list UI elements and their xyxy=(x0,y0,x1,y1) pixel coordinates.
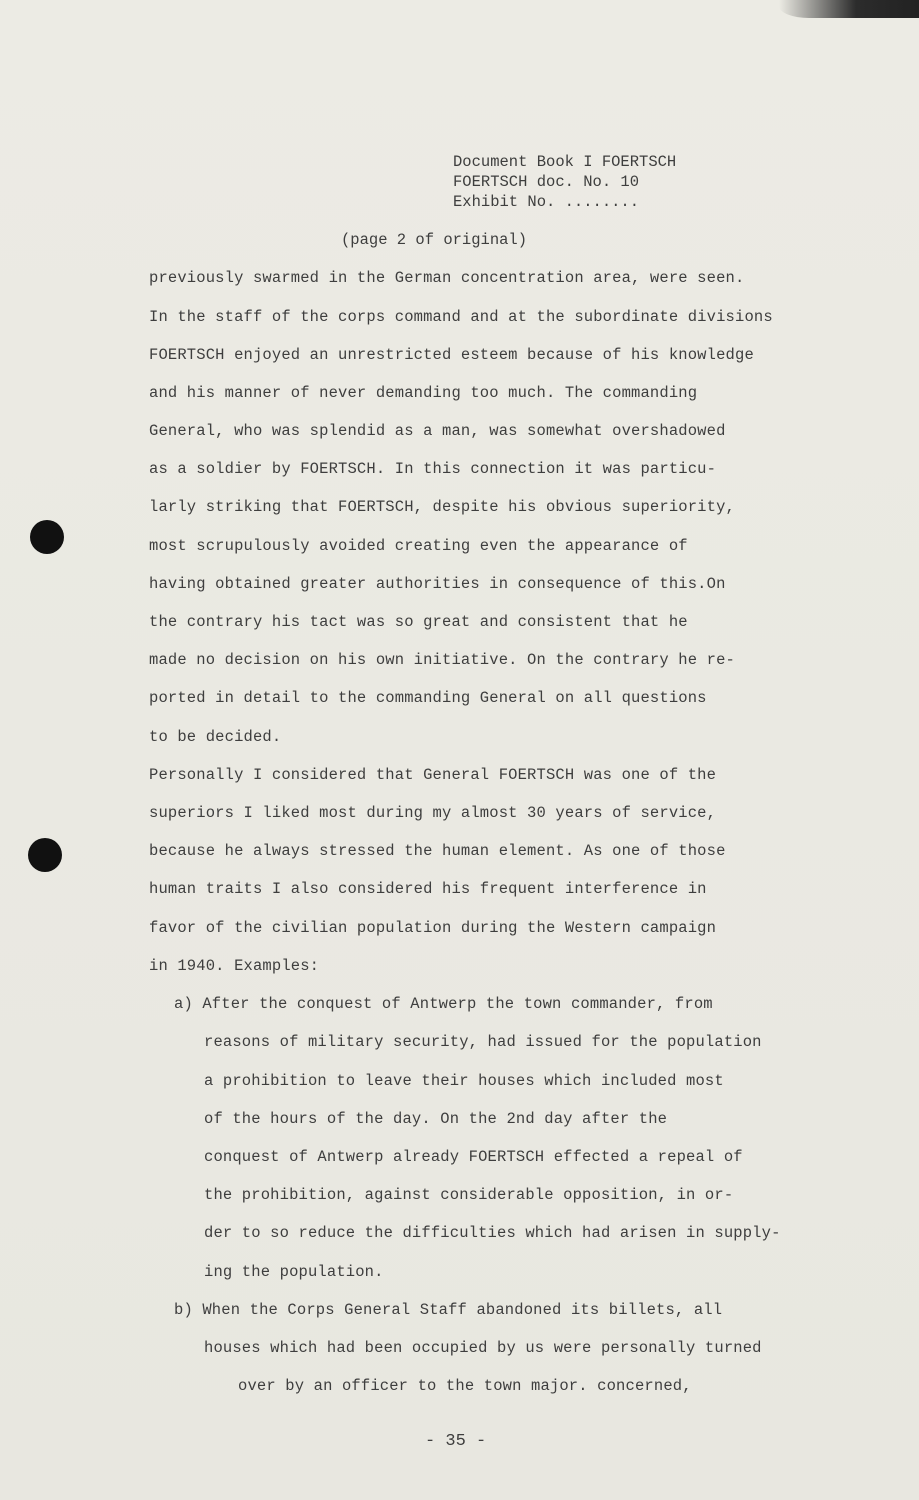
body-line: previously swarmed in the German concentration area, were seen. xyxy=(149,269,745,287)
body-line: human traits I also considered his frequent interference in xyxy=(149,880,707,898)
example-a-line: the prohibition, against considerable opposition, in or- xyxy=(204,1186,734,1204)
body-line: Personally I considered that General FOERTSCH was one of the xyxy=(149,766,717,784)
body-line: the contrary his tact was so great and consistent that he xyxy=(149,613,688,631)
body-line: in 1940. Examples: xyxy=(149,957,320,975)
example-b-line: over by an officer to the town major. concerned, xyxy=(238,1377,692,1395)
body-line: because he always stressed the human element. As one of those xyxy=(149,842,726,860)
body-line: most scrupulously avoided creating even the appearance of xyxy=(149,537,688,555)
example-a-line: a prohibition to leave their houses which included most xyxy=(204,1072,724,1090)
body-line: as a soldier by FOERTSCH. In this connection it was particu- xyxy=(149,460,717,478)
body-line: superiors I liked most during my almost 30 years of service, xyxy=(149,804,717,822)
scan-edge-mark xyxy=(779,0,919,18)
header-document-book: Document Book I FOERTSCH xyxy=(453,153,677,171)
page-reference: (page 2 of original) xyxy=(341,231,528,249)
body-line: In the staff of the corps command and at the subordinate divisions xyxy=(149,308,773,326)
body-line: favor of the civilian population during the Western campaign xyxy=(149,919,717,937)
body-line: General, who was splendid as a man, was somewhat overshadowed xyxy=(149,422,726,440)
punch-hole-top xyxy=(30,520,64,554)
body-line: to be decided. xyxy=(149,728,282,746)
body-line: FOERTSCH enjoyed an unrestricted esteem because of his knowledge xyxy=(149,346,754,364)
body-line: made no decision on his own initiative. On the contrary he re- xyxy=(149,651,735,669)
header-exhibit-number: Exhibit No. ........ xyxy=(453,193,640,211)
body-line: ported in detail to the commanding General on all questions xyxy=(149,689,707,707)
example-b-line: b) When the Corps General Staff abandoned its billets, all xyxy=(174,1301,723,1319)
example-a-line: a) After the conquest of Antwerp the town commander, from xyxy=(174,995,713,1013)
example-a-line: of the hours of the day. On the 2nd day after the xyxy=(204,1110,668,1128)
punch-hole-bottom xyxy=(28,838,62,872)
example-a-line: ing the population. xyxy=(204,1263,384,1281)
example-b-line: houses which had been occupied by us were personally turned xyxy=(204,1339,762,1357)
example-a-line: der to so reduce the difficulties which had arisen in supply- xyxy=(204,1224,781,1242)
body-line: larly striking that FOERTSCH, despite his obvious superiority, xyxy=(149,498,735,516)
example-a-line: reasons of military security, had issued for the population xyxy=(204,1033,762,1051)
page-number: - 35 - xyxy=(425,1432,487,1451)
example-a-line: conquest of Antwerp already FOERTSCH effected a repeal of xyxy=(204,1148,743,1166)
document-header xyxy=(453,152,676,212)
body-line: having obtained greater authorities in consequence of this.On xyxy=(149,575,726,593)
header-doc-number: FOERTSCH doc. No. 10 xyxy=(453,173,640,191)
body-line: and his manner of never demanding too much. The commanding xyxy=(149,384,698,402)
